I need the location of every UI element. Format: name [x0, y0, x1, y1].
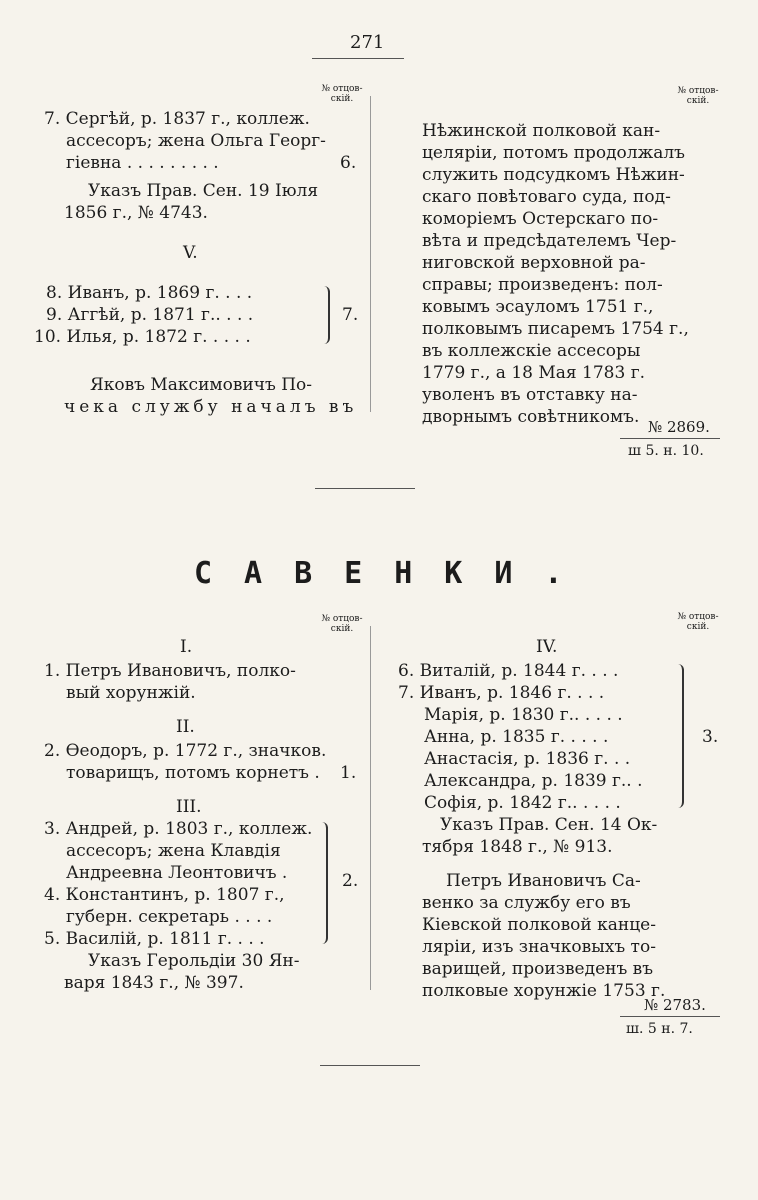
reference-location: ш 5. н. 10.: [628, 443, 704, 459]
entry-line: 2. Өеодоръ, р. 1772 г., значков.: [44, 741, 327, 761]
generation-heading: I.: [180, 637, 193, 657]
decree-line: Указъ Прав. Сен. 14 Ок-: [440, 815, 658, 835]
group-brace: [320, 822, 328, 944]
column-divider: [370, 626, 371, 990]
paragraph-line: коморіемъ Остерскаго по-: [422, 209, 659, 229]
lineage-number: 1.: [340, 763, 357, 783]
paragraph-line: Кіевской полковой канце-: [422, 915, 656, 935]
entry-line: 7. Иванъ, р. 1846 г. . . .: [398, 683, 605, 703]
generation-heading: V.: [183, 243, 198, 263]
reference-rule: [620, 1016, 720, 1017]
decree-line: Указъ Герольдіи 30 Ян-: [88, 951, 300, 971]
entry-line: Александра, р. 1839 г.. .: [424, 771, 643, 791]
entry-line: ассесоръ; жена Ольга Георг-: [66, 131, 326, 151]
paragraph-line: уволенъ въ отставку на-: [422, 385, 638, 405]
paragraph-line: дворнымъ совѣтникомъ.: [422, 407, 640, 427]
reference-number: № 2869.: [648, 418, 710, 436]
column-header-left: № отцов- скій.: [321, 84, 363, 104]
paragraph-line: варищей, произведенъ въ: [422, 959, 654, 979]
group-brace: [322, 286, 330, 344]
entry-line: Софія, р. 1842 г.. . . . .: [424, 793, 621, 813]
paragraph-line: полковые хорунжіе 1753 г.: [422, 981, 666, 1001]
paragraph-line: целяріи, потомъ продолжалъ: [422, 143, 685, 163]
section-title: САВЕНКИ.: [194, 556, 595, 591]
entry-line: Андреевна Леонтовичъ .: [66, 863, 288, 883]
generation-heading: III.: [176, 797, 202, 817]
entry-line: 10. Илья, р. 1872 г. . . . .: [34, 327, 251, 347]
entry-line: ассесоръ; жена Клавдія: [66, 841, 281, 861]
paragraph-line: вѣта и предсѣдателемъ Чер-: [422, 231, 677, 251]
generation-heading: II.: [176, 717, 195, 737]
group-brace: [676, 664, 684, 808]
header-rule: [312, 58, 404, 59]
entry-line: 6. Виталій, р. 1844 г. . . .: [398, 661, 619, 681]
page-number: 271: [350, 32, 385, 53]
entry-line: 8. Иванъ, р. 1869 г. . . .: [46, 283, 253, 303]
decree-line: Указъ Прав. Сен. 19 Іюля: [88, 181, 319, 201]
footer-separator: [320, 1065, 420, 1066]
entry-line: Анна, р. 1835 г. . . . .: [424, 727, 609, 747]
paragraph-line: скаго повѣтоваго суда, под-: [422, 187, 671, 207]
lineage-number: 2.: [342, 871, 359, 891]
column-header-right: № отцов- скій.: [677, 86, 719, 106]
paragraph-line: въ коллежскіе ассесоры: [422, 341, 641, 361]
generation-heading: IV.: [536, 637, 558, 657]
decree-line: тября 1848 г., № 913.: [422, 837, 613, 857]
lineage-number: 3.: [702, 727, 719, 747]
paragraph-line: ляріи, изъ значковыхъ то-: [422, 937, 656, 957]
entry-line: вый хорунжій.: [66, 683, 196, 703]
reference-number: № 2783.: [644, 996, 706, 1014]
entry-line: Анастасія, р. 1836 г. . .: [424, 749, 631, 769]
entry-line: 9. Аггѣй, р. 1871 г.. . . .: [46, 305, 254, 325]
entry-line: 3. Андрей, р. 1803 г., коллеж.: [44, 819, 313, 839]
section-separator: [315, 488, 415, 489]
paragraph-line: служить подсудкомъ Нѣжин-: [422, 165, 685, 185]
paragraph-line: Яковъ Максимовичъ По-: [90, 375, 313, 395]
reference-rule: [620, 438, 720, 439]
entry-line: гіевна . . . . . . . . .: [66, 153, 219, 173]
paragraph-line: ковымъ эсауломъ 1751 г.,: [422, 297, 654, 317]
paragraph-line: Петръ Ивановичъ Са-: [446, 871, 641, 891]
entry-line: товарищъ, потомъ корнетъ .: [66, 763, 320, 783]
paragraph-line: Нѣжинской полковой кан-: [422, 121, 661, 141]
decree-line: варя 1843 г., № 397.: [64, 973, 244, 993]
lineage-number: 6.: [340, 153, 357, 173]
decree-line: 1856 г., № 4743.: [64, 203, 208, 223]
entry-line: 1. Петръ Ивановичъ, полко-: [44, 661, 296, 681]
entry-line: губерн. секретарь . . . .: [66, 907, 273, 927]
lineage-number: 7.: [342, 305, 359, 325]
entry-line: 5. Василій, р. 1811 г. . . .: [44, 929, 265, 949]
reference-location: ш. 5 н. 7.: [626, 1021, 693, 1037]
paragraph-line: полковымъ писаремъ 1754 г.,: [422, 319, 689, 339]
entry-line: 7. Сергѣй, р. 1837 г., коллеж.: [44, 109, 310, 129]
entry-line: 4. Константинъ, р. 1807 г.,: [44, 885, 285, 905]
column-header-right: № отцов- скій.: [677, 612, 719, 632]
paragraph-line: ниговской верховной ра-: [422, 253, 646, 273]
paragraph-line: справы; произведенъ: пол-: [422, 275, 663, 295]
paragraph-line: чека службу началъ въ: [64, 397, 358, 417]
column-divider: [370, 96, 371, 412]
paragraph-line: венко за службу его въ: [422, 893, 631, 913]
entry-line: Марія, р. 1830 г.. . . . .: [424, 705, 623, 725]
paragraph-line: 1779 г., а 18 Мая 1783 г.: [422, 363, 646, 383]
column-header-left: № отцов- скій.: [321, 614, 363, 634]
